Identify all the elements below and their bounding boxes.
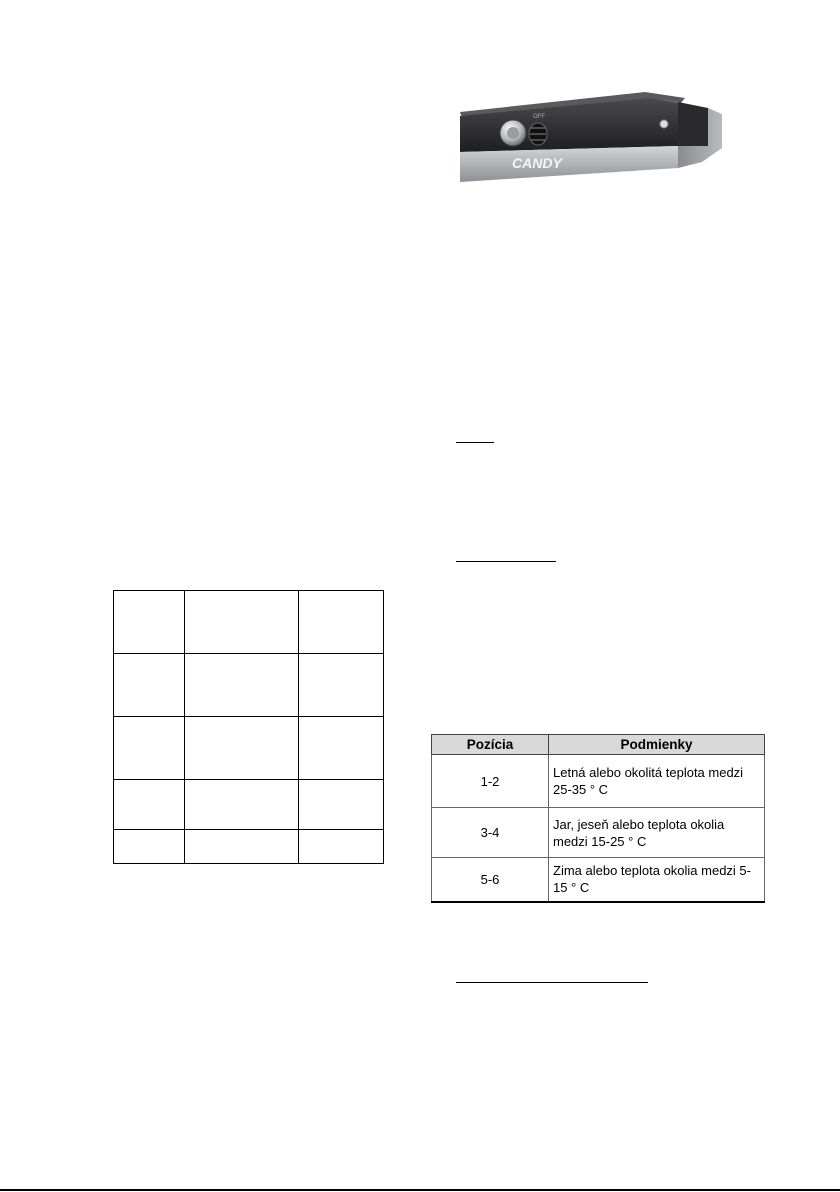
row-position: 5-6 bbox=[432, 858, 549, 902]
header-conditions: Podmienky bbox=[549, 735, 765, 755]
underline-mark bbox=[456, 982, 648, 983]
empty-grid-table bbox=[113, 590, 384, 864]
table-header-row bbox=[432, 735, 765, 755]
row-conditions: Jar, jeseň alebo teplota okolia medzi 15-25 ° C bbox=[549, 808, 765, 858]
brand-logo: CANDY bbox=[512, 155, 562, 171]
table-row bbox=[432, 755, 765, 808]
underline-mark bbox=[456, 561, 556, 562]
control-panel-illustration-icon bbox=[440, 88, 730, 198]
page-bottom-rule bbox=[0, 1189, 840, 1191]
row-position: 3-4 bbox=[432, 808, 549, 858]
table-row bbox=[432, 858, 765, 902]
underline-mark bbox=[456, 442, 494, 443]
svg-text:OFF: OFF bbox=[533, 114, 545, 120]
header-position: Pozícia bbox=[432, 735, 549, 755]
appliance-control-panel-image bbox=[440, 88, 730, 198]
table-row bbox=[432, 808, 765, 858]
row-conditions: Letná alebo okolitá teplota medzi 25-35 ° C bbox=[549, 755, 765, 808]
row-position: 1-2 bbox=[432, 755, 549, 808]
settings-table bbox=[431, 734, 765, 903]
row-conditions: Zima alebo teplota okolia medzi 5-15 ° C bbox=[549, 858, 765, 902]
